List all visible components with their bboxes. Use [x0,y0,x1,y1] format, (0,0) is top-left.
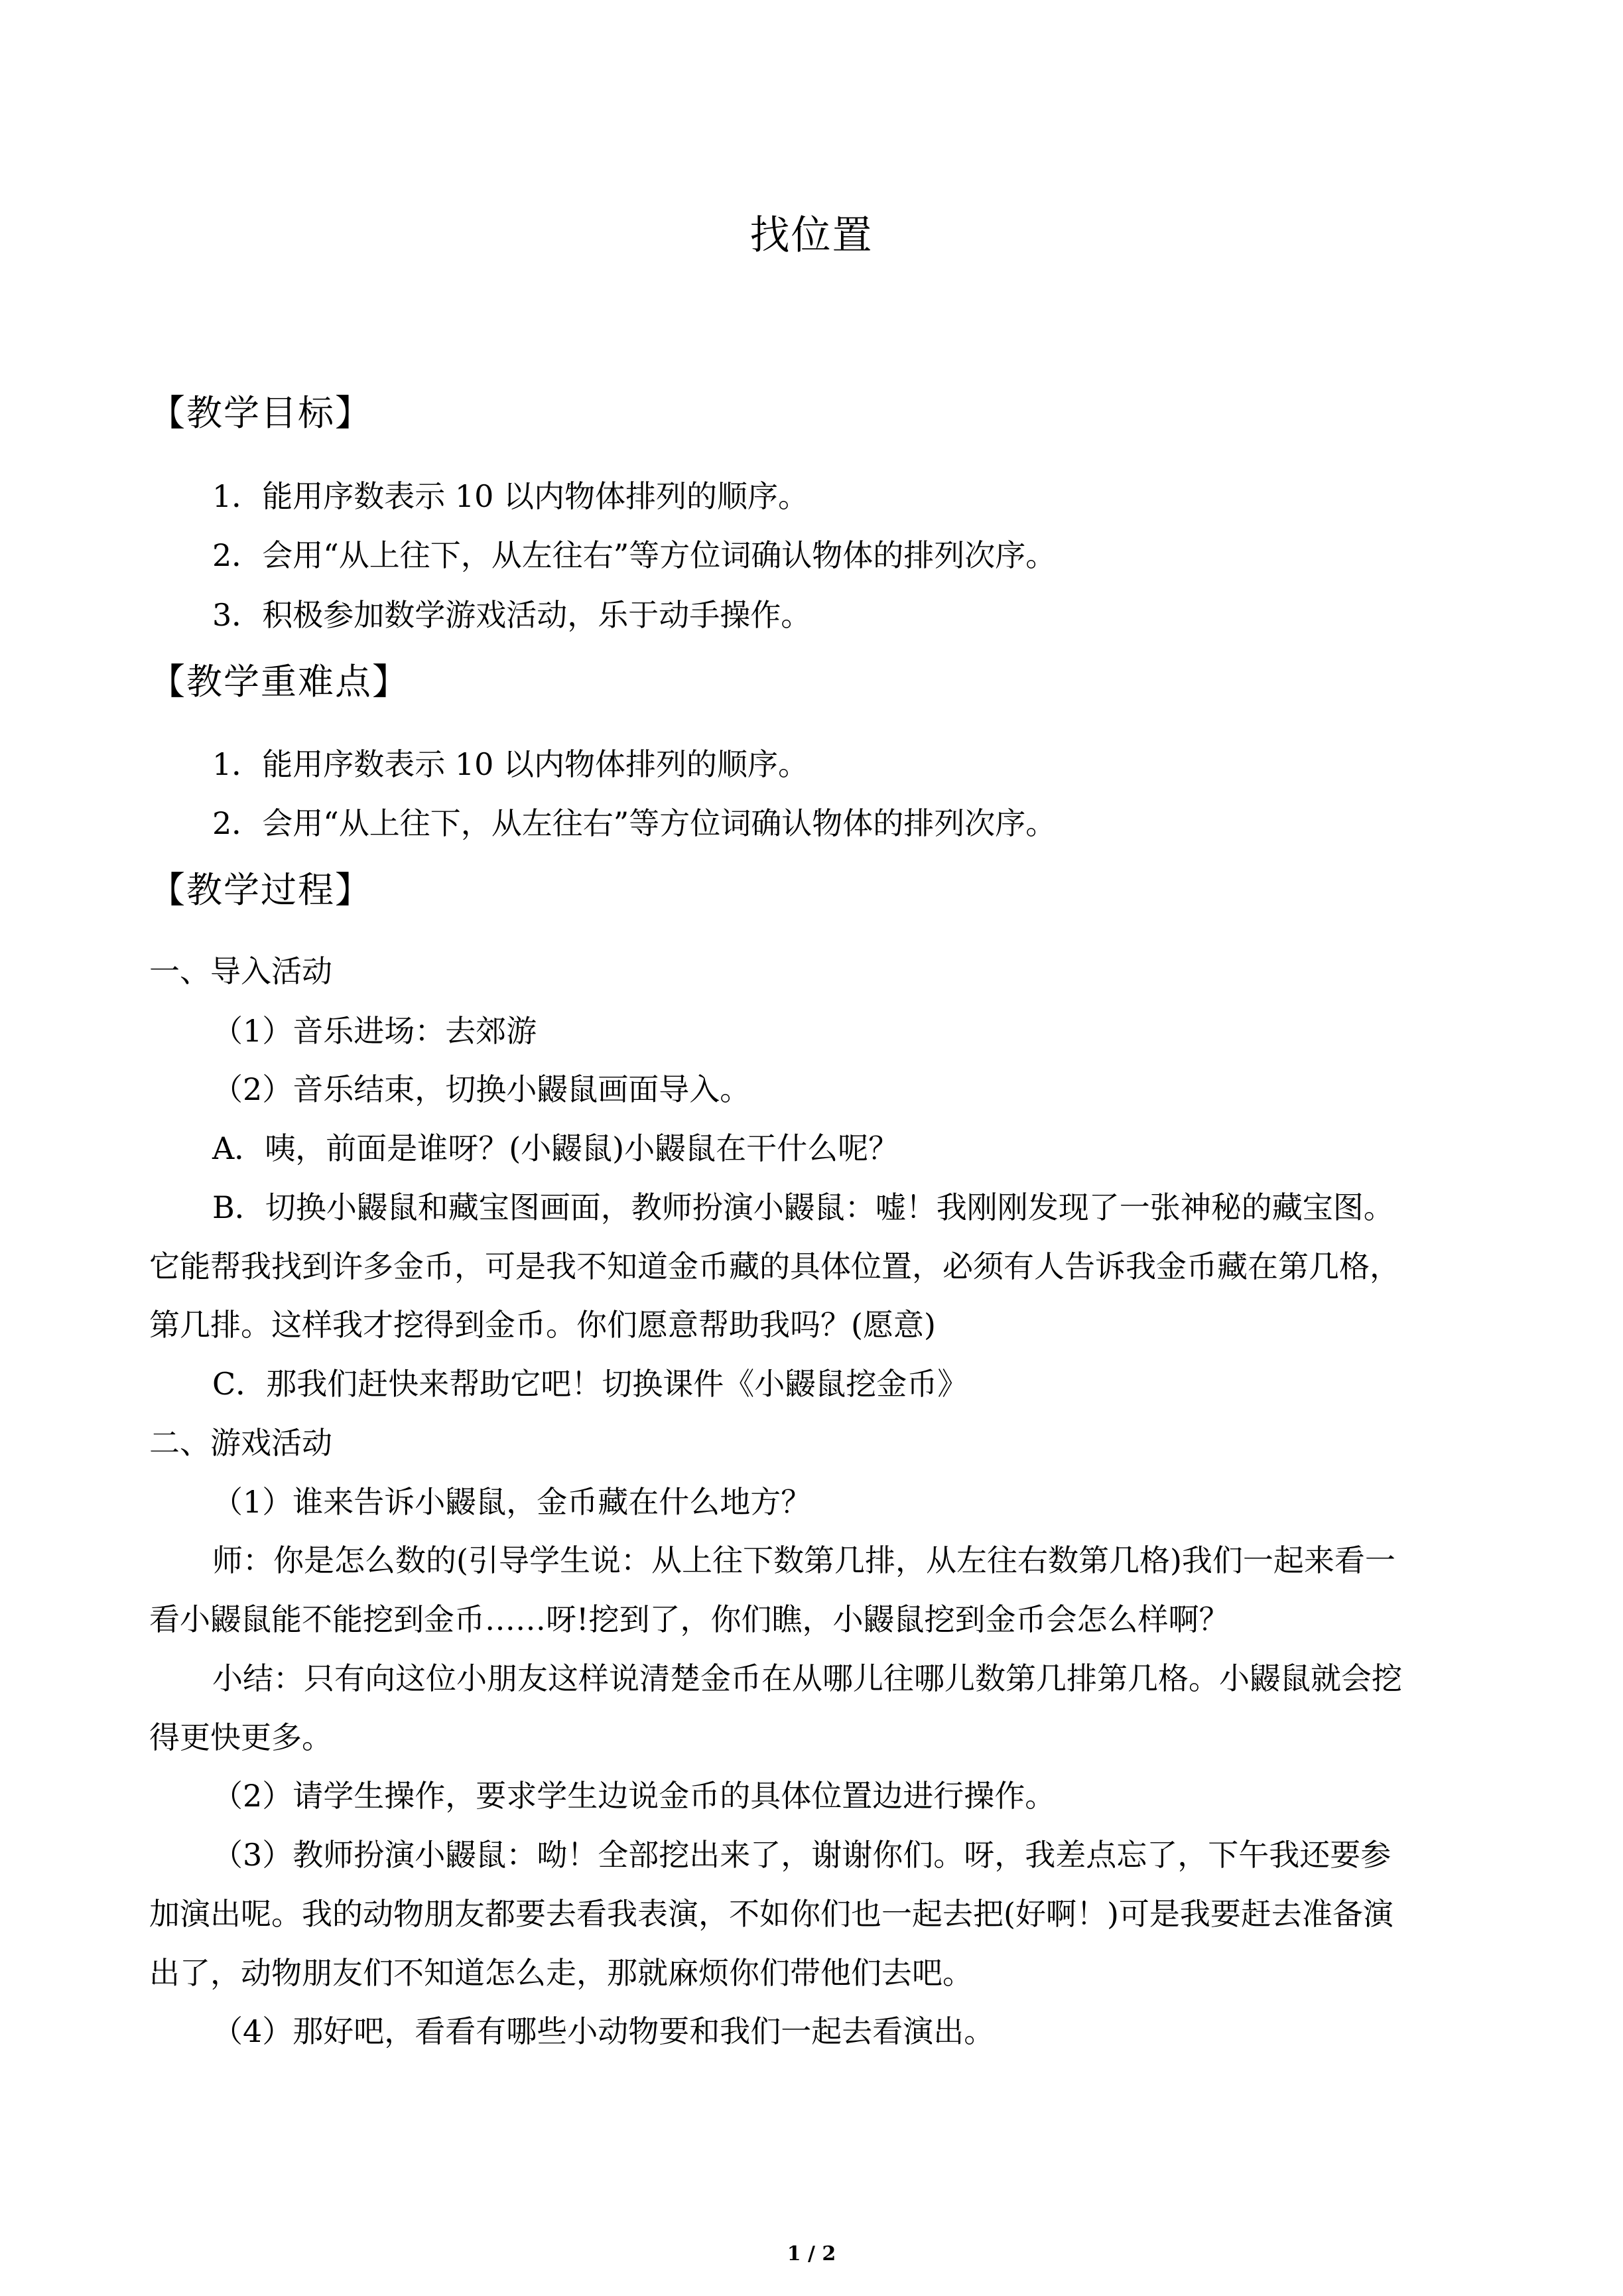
process-q1: （1）谁来告诉小鼹鼠，金币藏在什么地方？ [212,1484,812,1520]
process-q4: （4）那好吧，看看有哪些小动物要和我们一起去看演出。 [212,2013,995,2049]
heading-keypoints: 【教学重难点】 [149,661,409,703]
process-pB-3: 第几排。这样我才挖得到金币。你们愿意帮助我吗？(愿意) [149,1307,936,1343]
process-q2: （2）请学生操作，要求学生边说金币的具体位置边进行操作。 [212,1778,1056,1814]
process-pC: C．那我们赶快来帮助它吧！切换课件《小鼹鼠挖金币》 [212,1366,968,1402]
goal-item-1: 1．能用序数表示 10 以内物体排列的顺序。 [212,478,809,514]
heading-goals: 【教学目标】 [149,392,372,434]
heading-process: 【教学过程】 [149,869,372,911]
goal-item-2: 2．会用“从上往下，从左往右”等方位词确认物体的排列次序。 [212,537,1057,573]
process-p2: （2）音乐结束，切换小鼹鼠画面导入。 [212,1071,751,1107]
page-number: 1 / 2 [787,2242,836,2265]
process-q3-1: （3）教师扮演小鼹鼠：呦！全部挖出来了，谢谢你们。呀，我差点忘了，下午我还要参 [212,1837,1392,1873]
process-s1-1: 小结：只有向这位小朋友这样说清楚金币在从哪儿往哪儿数第几排第几格。小鼹鼠就会挖 [212,1660,1402,1696]
goal-item-3: 3．积极参加数学游戏活动，乐于动手操作。 [212,597,812,633]
keypoint-item-1: 1．能用序数表示 10 以内物体排列的顺序。 [212,746,809,782]
process-q3-2: 加演出呢。我的动物朋友都要去看我表演，不如你们也一起去把(好啊！)可是我要赶去准备演 [149,1896,1394,1932]
process-part1-title: 一、导入活动 [149,953,332,989]
process-t1-1: 师：你是怎么数的(引导学生说：从上往下数第几排，从左往右数第几格)我们一起来看一 [212,1542,1396,1578]
document-title: 找位置 [749,212,874,259]
process-q3-3: 出了，动物朋友们不知道怎么走，那就麻烦你们带他们去吧。 [149,1955,973,1991]
keypoint-item-2: 2．会用“从上往下，从左往右”等方位词确认物体的排列次序。 [212,805,1057,841]
process-s1-2: 得更快更多。 [149,1720,332,1755]
process-pB-2: 它能帮我找到许多金币，可是我不知道金币藏的具体位置，必须有人告诉我金币藏在第几格， [149,1249,1400,1284]
process-pB-1: B．切换小鼹鼠和藏宝图画面，教师扮演小鼹鼠：嘘！我刚刚发现了一张神秘的藏宝图。 [212,1189,1394,1225]
process-t1-2: 看小鼹鼠能不能挖到金币……呀!挖到了，你们瞧，小鼹鼠挖到金币会怎么样啊？ [149,1601,1230,1637]
process-pA: A．咦，前面是谁呀？(小鼹鼠)小鼹鼠在干什么呢？ [212,1130,899,1166]
process-part2-title: 二、游戏活动 [149,1425,332,1461]
process-p1: （1）音乐进场：去郊游 [212,1013,537,1049]
